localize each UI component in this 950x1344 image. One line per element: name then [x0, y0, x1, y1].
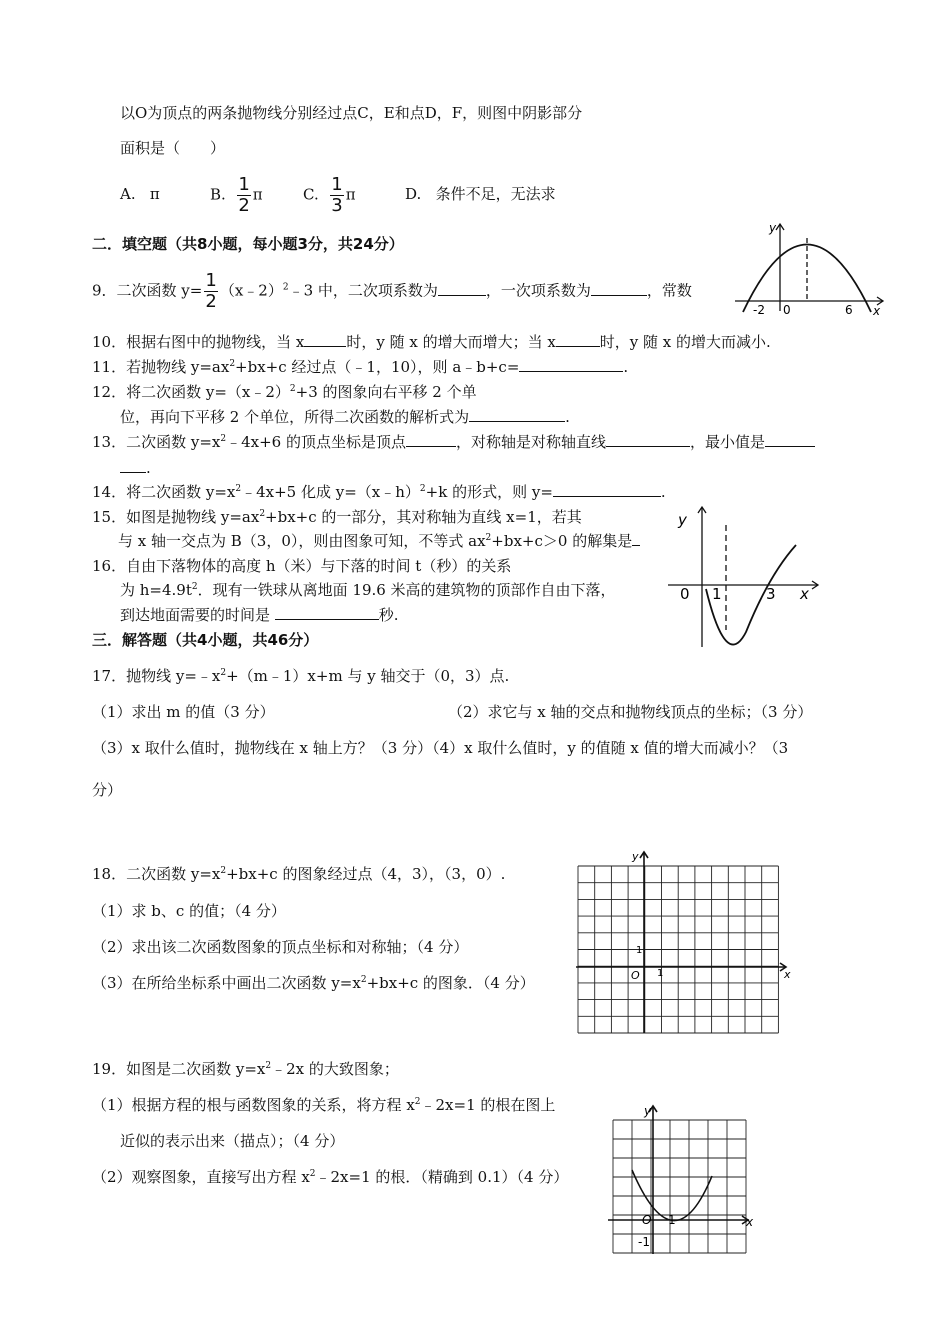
- q8-option-a: [120, 184, 160, 204]
- q12-text: +3 的图象向右平移 2 个单: [295, 383, 477, 401]
- q19-text: （2）观察图象，直接写出方程 x: [92, 1168, 310, 1186]
- exponent: 2: [191, 582, 198, 592]
- q14-text: +k 的形式，则 y=: [425, 483, 553, 501]
- q17-text: 17．抛物线 y=﹣x: [92, 667, 221, 685]
- q19-text: （1）根据方程的根与函数图象的关系，将方程 x: [92, 1096, 415, 1114]
- q12-text: .: [565, 408, 570, 426]
- q17-text: +（m﹣1）x+m 与 y 轴交于（0，3）点.: [226, 667, 510, 685]
- q14-text: 14．将二次函数 y=x: [92, 483, 236, 501]
- answer-blank[interactable]: [275, 605, 379, 620]
- pi-symbol: π: [252, 185, 263, 204]
- tick-label: 1: [668, 1213, 676, 1227]
- q8-stem-line2: 面积是（ ）: [120, 139, 226, 157]
- q17-part3-4: （3）x 取什么值时，抛物线在 x 轴上方？（3 分）（4）x 取什么值时，y 的值随 x 值的增大而减小？（3: [92, 739, 789, 757]
- exponent: 2: [289, 384, 296, 394]
- tick-label: 1: [712, 585, 722, 603]
- q17-stem: [92, 666, 509, 686]
- q18-text: 18．二次函数 y=x: [92, 865, 221, 883]
- q13: [92, 432, 815, 452]
- option-label: C.: [303, 185, 319, 204]
- q19-stem: [92, 1059, 399, 1079]
- pi-symbol: π: [345, 185, 356, 204]
- exponent: 2: [485, 533, 492, 543]
- q9-text: ，常数: [646, 281, 692, 300]
- origin-label: O: [642, 1213, 652, 1227]
- y-axis-label: y: [769, 221, 777, 235]
- answer-blank[interactable]: [606, 432, 690, 447]
- q13-text: 13．二次函数 y=x: [92, 433, 221, 451]
- q15-text: 15．如图是抛物线 y=ax: [92, 508, 260, 526]
- q18-part3: [92, 973, 535, 993]
- q15-text: +bx+c＞0 的解集是: [491, 532, 633, 550]
- q10-text: 时，y 随 x 的增大而减小.: [599, 333, 771, 351]
- tick-label: 1: [657, 968, 664, 979]
- option-text: π: [149, 185, 160, 203]
- tick-label: 0: [680, 585, 690, 603]
- q9: [92, 272, 692, 311]
- q12-line2: [120, 407, 570, 427]
- q14-text: ﹣4x+5 化成 y=（x﹣h）: [241, 483, 420, 501]
- answer-blank[interactable]: [519, 357, 623, 372]
- q13-line2: [120, 458, 151, 478]
- exponent: 2: [265, 1061, 272, 1071]
- y-axis-label: y: [678, 511, 687, 529]
- tick-label: 6: [845, 303, 853, 317]
- answer-blank[interactable]: [591, 281, 647, 296]
- q9-text: ﹣3 中，二次项系数为: [288, 281, 438, 300]
- q16-text: 秒.: [378, 606, 399, 624]
- exponent: 2: [360, 975, 367, 985]
- q17-part3-4-cont: 分）: [92, 781, 123, 799]
- y-axis-label: y: [644, 1104, 652, 1118]
- q18-stem: [92, 864, 505, 884]
- q11-text: .: [623, 358, 629, 376]
- q13-text: ，对称轴是对称轴直线: [455, 433, 606, 451]
- exponent: 2: [229, 359, 236, 369]
- q15-text: +bx+c 的一部分，其对称轴为直线 x=1，若其: [265, 508, 582, 526]
- q8-option-d: [405, 184, 556, 204]
- exponent: 2: [419, 484, 426, 494]
- x-axis-label: x: [784, 968, 791, 981]
- answer-blank[interactable]: [406, 432, 456, 447]
- q15-text: 与 x 轴一交点为 B（3，0），则由图象可知，不等式 ax: [118, 532, 486, 550]
- q18-part2: （2）求出该二次函数图象的顶点坐标和对称轴；（4 分）: [92, 938, 469, 956]
- q10-text: 时，y 随 x 的增大而增大；当 x: [346, 333, 556, 351]
- exponent: 2: [220, 668, 227, 678]
- answer-blank[interactable]: [632, 531, 640, 546]
- answer-blank[interactable]: [556, 332, 600, 347]
- tick-label: -2: [753, 303, 765, 317]
- q13-text: ﹣4x+6 的顶点坐标是顶点: [226, 433, 406, 451]
- q9-text: （x﹣2）: [219, 281, 283, 300]
- exponent: 2: [414, 1097, 421, 1107]
- q18-text: +bx+c 的图象．（4 分）: [366, 974, 535, 992]
- origin-label: O: [631, 969, 640, 982]
- q9-text: 9．二次函数 y=: [92, 281, 203, 300]
- answer-blank[interactable]: [469, 407, 565, 422]
- q19-text: 19．如图是二次函数 y=x: [92, 1060, 266, 1078]
- q12-text: 位，再向下平移 2 个单位，所得二次函数的解析式为: [120, 408, 470, 426]
- q10: [92, 332, 771, 352]
- fraction: $\frac{1}{2}$: [238, 174, 250, 216]
- q13-text: .: [146, 459, 151, 477]
- q19-text: ﹣2x=1 的根．（精确到 0.1）（4 分）: [315, 1168, 569, 1186]
- q19-part2: [92, 1167, 568, 1187]
- tick-label: 3: [766, 585, 776, 603]
- option-text: 条件不足，无法求: [435, 185, 556, 203]
- section-2-title: 二．填空题（共8小题，每小题3分，共24分）: [92, 235, 404, 253]
- answer-blank[interactable]: [765, 432, 815, 447]
- q18-text: +bx+c 的图象经过点（4，3），（3，0）.: [226, 865, 506, 883]
- q19-coordinate-grid[interactable]: [608, 1106, 758, 1256]
- q15-line1: [92, 507, 582, 527]
- q16-line3: [120, 605, 399, 625]
- q16-text: 为 h=4.9t: [120, 581, 192, 599]
- x-axis-label: x: [746, 1215, 754, 1229]
- fraction: $\frac{1}{3}$: [331, 174, 343, 216]
- q11-text: +bx+c 经过点（﹣1，10），则 a﹣b+c=: [235, 358, 520, 376]
- q18-coordinate-grid[interactable]: [576, 852, 796, 1036]
- x-axis-label: x: [800, 585, 809, 603]
- q17-part1: （1）求出 m 的值（3 分）: [92, 703, 275, 721]
- q14-text: .: [660, 483, 666, 501]
- q9-text: ，一次项系数为: [485, 281, 591, 300]
- q8-option-c: [303, 176, 356, 215]
- tick-label: 1: [636, 945, 643, 956]
- q11: [92, 357, 628, 377]
- q16-text: ．现有一铁球从离地面 19.6 米高的建筑物的顶部作自由下落，: [197, 581, 616, 599]
- exponent: 2: [220, 434, 227, 444]
- section-3-title: 三．解答题（共4小题，共46分）: [92, 631, 319, 649]
- q13-text: ，最小值是: [690, 433, 766, 451]
- q14: [92, 482, 666, 502]
- option-label: B.: [210, 185, 226, 204]
- q10-text: 10．根据右图中的抛物线，当 x: [92, 333, 305, 351]
- q17-part2: （2）求它与 x 轴的交点和抛物线顶点的坐标；（3 分）: [448, 703, 813, 721]
- answer-blank[interactable]: [120, 458, 146, 473]
- q19-part1: [92, 1095, 555, 1115]
- q19-text: ﹣2x=1 的根在图上: [420, 1096, 556, 1114]
- option-label: D.: [405, 185, 422, 203]
- exponent: 2: [309, 1169, 316, 1179]
- q15-line2: [118, 531, 640, 551]
- q15-parabola-figure: [668, 505, 828, 650]
- tick-label: 0: [783, 303, 791, 317]
- q16-text: 到达地面需要的时间是: [120, 606, 271, 624]
- y-axis-label: y: [632, 850, 639, 863]
- exponent: 2: [259, 509, 266, 519]
- q10-parabola-figure: [735, 221, 895, 318]
- q16-line2: [120, 580, 616, 600]
- q18-text: （3）在所给坐标系中画出二次函数 y=x: [92, 974, 361, 992]
- fraction: $\frac{1}{2}$: [205, 270, 217, 312]
- x-axis-label: x: [873, 304, 881, 318]
- q12-text: 12．将二次函数 y=（x﹣2）: [92, 383, 290, 401]
- q12-line1: [92, 382, 477, 402]
- q16-line1: 16．自由下落物体的高度 h（米）与下落的时间 t（秒）的关系: [92, 557, 512, 575]
- q19-text: ﹣2x 的大致图象；: [271, 1060, 399, 1078]
- q18-part1: （1）求 b、c 的值；（4 分）: [92, 902, 286, 920]
- answer-blank[interactable]: [553, 482, 661, 497]
- option-label: A.: [120, 185, 136, 203]
- exponent: 2: [235, 484, 242, 494]
- answer-blank[interactable]: [304, 332, 346, 347]
- exponent: 2: [220, 866, 227, 876]
- q8-option-b: [210, 176, 263, 215]
- q19-part1-cont: 近似的表示出来（描点）；（4 分）: [120, 1132, 345, 1150]
- q11-text: 11．若抛物线 y=ax: [92, 358, 230, 376]
- q8-stem-line1: 以O为顶点的两条抛物线分别经过点C，E和点D，F，则图中阴影部分: [120, 104, 583, 122]
- tick-label: -1: [638, 1235, 650, 1249]
- exponent: 2: [282, 282, 289, 293]
- answer-blank[interactable]: [438, 281, 486, 296]
